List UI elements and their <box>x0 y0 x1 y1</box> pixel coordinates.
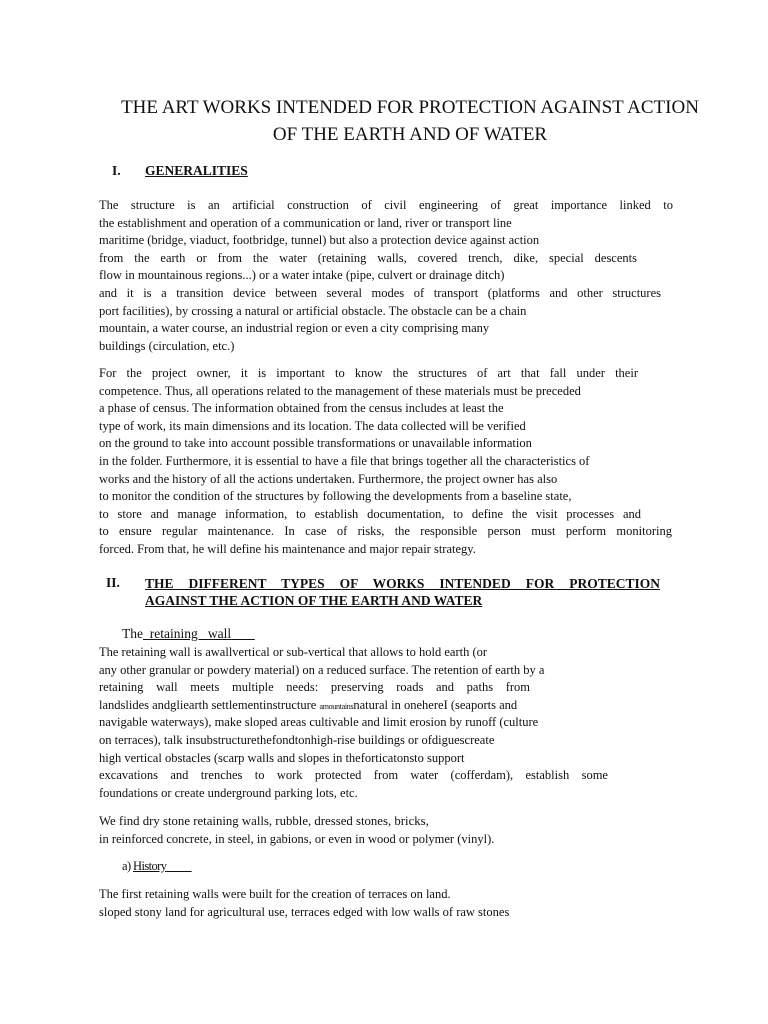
history-subheading <box>122 859 192 874</box>
text-line: high vertical obstacles (scarp walls and slopes in theforticatonsto support <box>99 750 465 765</box>
text-line: competence. Thus, all operations related to the management of these materials must be preceded <box>99 383 581 398</box>
text-line: and it is a transition device between several modes of transport (platforms and other structures <box>99 286 661 300</box>
subheading-prefix: The <box>122 626 143 641</box>
title-line-2: OF THE EARTH AND OF WATER <box>272 124 548 145</box>
text-line: navigable waterways), make sloped areas cultivable and limit erosion by runoff (culture <box>99 715 539 730</box>
subheading-text: retaining wall <box>149 626 232 641</box>
text-line: type of work, its main dimensions and its location. The data collected will be verified <box>99 418 526 433</box>
text-line: The first retaining walls were built for the creation of terraces on land. <box>99 887 451 901</box>
text-line: We find dry stone retaining walls, rubble, dressed stones, bricks, <box>99 814 429 828</box>
text-line: landslides andgliearth settlementinstructure amountainsnatural in onehereI (seaports and <box>99 697 518 712</box>
text-line: from the earth or from the water (retaining walls, covered trench, dike, special descents <box>99 250 637 265</box>
text-line: The retaining wall is awallvertical or sub-vertical that allows to hold earth (or <box>99 645 488 659</box>
section-2-heading-line-1: THE DIFFERENT TYPES OF WORKS INTENDED FOR PROTECTION <box>145 576 660 591</box>
text-line: sloped stony land for agricultural use, terraces edged with low walls of raw stones <box>99 904 510 919</box>
text-line: excavations and trenches to work protected from water (cofferdam), establish some <box>99 768 608 783</box>
text-line: the establishment and operation of a communication or land, river or transport line <box>99 215 512 230</box>
history-label: a) <box>122 859 131 873</box>
document-title <box>90 94 730 148</box>
text-line: a phase of census. The information obtained from the census includes at least the <box>99 401 504 416</box>
text-line: port facilities), by crossing a natural or artificial obstacle. The obstacle can be a chain <box>99 303 527 318</box>
text-line: in the folder. Furthermore, it is essential to have a file that brings together all the characteristics of <box>99 454 590 468</box>
text-line: maritime (bridge, viaduct, footbridge, tunnel) but also a protection device against action <box>99 233 540 248</box>
section-2-heading-line-2: AGAINST THE ACTION OF THE EARTH AND WATER <box>145 593 483 608</box>
text-line: flow in mountainous regions...) or a water intake (pipe, culvert or drainage ditch) <box>99 268 505 283</box>
text-line: to monitor the condition of the structures by following the developments from a baseline state, <box>99 489 572 504</box>
text-line: The structure is an artificial construction of civil engineering of great importance linked to <box>99 198 673 212</box>
text-line: works and the history of all the actions undertaken. Furthermore, the project owner has also <box>99 471 558 486</box>
text-line: buildings (circulation, etc.) <box>99 338 235 353</box>
title-line-1: THE ART WORKS INTENDED FOR PROTECTION AGAINST ACTION <box>121 97 699 118</box>
text-line: on the ground to take into account possible transformations or unavailable information <box>99 436 532 451</box>
retaining-wall-subheading <box>122 626 255 642</box>
section-1-heading: GENERALITIES <box>145 163 248 178</box>
text-line: foundations or create underground parking lots, etc. <box>99 785 358 800</box>
text-line: on terraces), talk insubstructurethefondtonhigh-rise buildings or ofdiguescreate <box>99 733 495 747</box>
text-line: forced. From that, he will define his maintenance and major repair strategy. <box>99 542 476 556</box>
section-2-number: II. <box>106 575 120 590</box>
text-line: in reinforced concrete, in steel, in gabions, or even in wood or polymer (vinyl). <box>99 831 495 846</box>
text-line: retaining wall meets multiple needs: preserving roads and paths from <box>99 680 530 695</box>
text-line: For the project owner, it is important to know the structures of art that fall under their <box>99 366 638 380</box>
text-line: to store and manage information, to establish documentation, to define the visit processes and <box>99 506 641 521</box>
text-line: to ensure regular maintenance. In case of risks, the responsible person must perform monitoring <box>99 524 672 539</box>
text-line: mountain, a water course, an industrial region or even a city comprising many <box>99 321 490 336</box>
history-heading: History <box>133 859 167 873</box>
text-line: any other granular or powdery material) on a reduced surface. The retention of earth by a <box>99 662 545 677</box>
section-1-number: I. <box>112 163 121 178</box>
